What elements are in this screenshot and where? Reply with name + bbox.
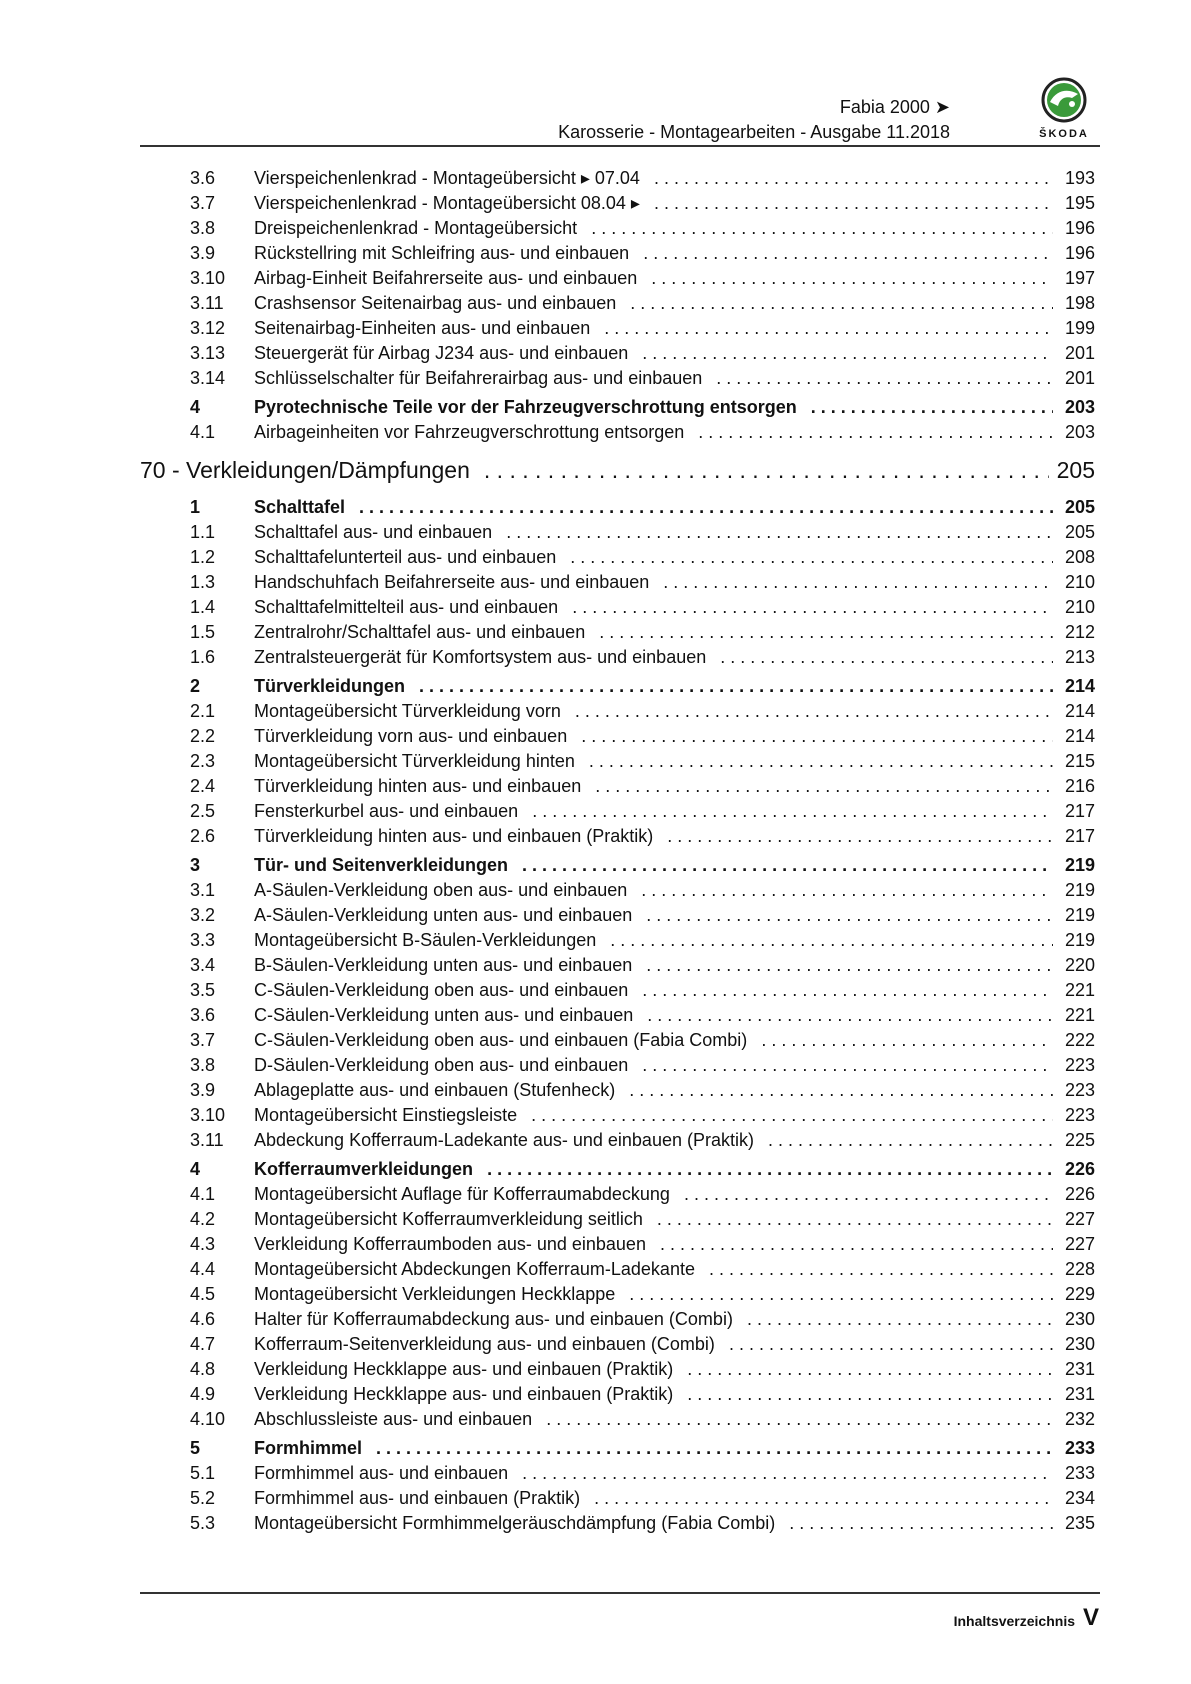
entry-title: Halter für Kofferraumabdeckung aus- und einbauen (Combi) xyxy=(254,1309,733,1329)
entry-number: 3.7 xyxy=(190,193,216,213)
entry-number: 5.2 xyxy=(190,1488,216,1508)
entry-number: 2 xyxy=(190,676,201,696)
entry-number: 3.6 xyxy=(190,168,216,188)
entry-title: Montageübersicht Einstiegsleiste xyxy=(254,1105,518,1125)
toc-entry[interactable] xyxy=(140,343,1095,368)
dot-leader xyxy=(359,497,1053,518)
dot-leader xyxy=(709,1259,1053,1280)
toc-entry[interactable] xyxy=(140,1184,1095,1209)
entry-number: 4.2 xyxy=(190,1209,216,1229)
dot-leader xyxy=(651,268,1053,289)
entry-title: Crashsensor Seitenairbag aus- und einbauen xyxy=(254,293,617,313)
dot-leader xyxy=(594,1488,1053,1509)
dot-leader xyxy=(654,193,1053,214)
entry-page: 203 xyxy=(1064,397,1095,417)
entry-page: 199 xyxy=(1064,318,1095,338)
entry-page: 217 xyxy=(1064,801,1095,821)
entry-number: 2.2 xyxy=(190,726,216,746)
entry-title: A-Säulen-Verkleidung oben aus- und einbauen xyxy=(254,880,628,900)
entry-number: 4.6 xyxy=(190,1309,216,1329)
toc-entry[interactable] xyxy=(140,1513,1095,1538)
entry-page: 203 xyxy=(1064,422,1095,442)
entry-page: 221 xyxy=(1064,980,1095,1000)
dot-leader xyxy=(522,855,1053,876)
toc-entry[interactable] xyxy=(140,701,1095,726)
toc-entry[interactable] xyxy=(140,905,1095,930)
entry-page: 221 xyxy=(1064,1005,1095,1025)
entry-title: Pyrotechnische Teile vor der Fahrzeugverschrottung entsorgen xyxy=(254,397,797,417)
entry-title: Montageübersicht Türverkleidung vorn xyxy=(254,701,561,721)
dot-leader xyxy=(716,368,1053,389)
toc-entry[interactable] xyxy=(140,597,1095,622)
toc-entry[interactable] xyxy=(140,547,1095,572)
toc-entry[interactable] xyxy=(140,1384,1095,1409)
dot-leader xyxy=(630,293,1053,314)
entry-page: 225 xyxy=(1064,1130,1095,1150)
entry-number: 3.11 xyxy=(190,293,224,313)
footer-divider xyxy=(140,1592,1100,1594)
entry-page: 230 xyxy=(1064,1309,1095,1329)
dot-leader xyxy=(604,318,1053,339)
dot-leader xyxy=(698,422,1053,443)
entry-number: 1.2 xyxy=(190,547,216,567)
toc-entry[interactable] xyxy=(140,1080,1095,1105)
entry-number: 5 xyxy=(190,1438,201,1458)
entry-number: 3.3 xyxy=(190,930,216,950)
dot-leader xyxy=(684,1184,1053,1205)
toc-entry[interactable] xyxy=(140,522,1095,547)
entry-number: 3.8 xyxy=(190,1055,216,1075)
entry-page: 231 xyxy=(1064,1359,1095,1379)
toc-chapter[interactable] xyxy=(140,397,1095,422)
entry-number: 3.11 xyxy=(190,1130,224,1150)
entry-title: Dreispeichenlenkrad - Montageübersicht xyxy=(254,218,578,238)
dot-leader xyxy=(654,168,1053,189)
entry-title: Verkleidung Kofferraumboden aus- und einbauen xyxy=(254,1234,646,1254)
toc-entry[interactable] xyxy=(140,1409,1095,1434)
entry-page: 213 xyxy=(1064,647,1095,667)
toc-entry[interactable] xyxy=(140,268,1095,293)
entry-number: 4.10 xyxy=(190,1409,226,1429)
entry-title: Montageübersicht Abdeckungen Kofferraum-Ladekante xyxy=(254,1259,695,1279)
entry-page: 214 xyxy=(1064,701,1095,721)
entry-page: 201 xyxy=(1064,343,1095,363)
dot-leader xyxy=(768,1130,1053,1151)
entry-title: D-Säulen-Verkleidung oben aus- und einbauen xyxy=(254,1055,629,1075)
entry-page: 196 xyxy=(1064,218,1095,238)
page-header xyxy=(140,90,1100,146)
entry-page: 227 xyxy=(1064,1234,1095,1254)
entry-title: C-Säulen-Verkleidung oben aus- und einbauen xyxy=(254,980,629,1000)
entry-number: 3.9 xyxy=(190,1080,216,1100)
entry-page: 210 xyxy=(1064,572,1095,592)
entry-page: 197 xyxy=(1064,268,1095,288)
toc-chapter[interactable] xyxy=(140,1159,1095,1184)
dot-leader xyxy=(487,1159,1053,1180)
entry-title: Montageübersicht B-Säulen-Verkleidungen xyxy=(254,930,597,950)
dot-leader xyxy=(687,1384,1053,1405)
entry-title: C-Säulen-Verkleidung unten aus- und einbauen xyxy=(254,1005,634,1025)
entry-number: 1.4 xyxy=(190,597,216,617)
entry-page: 217 xyxy=(1064,826,1095,846)
dot-leader xyxy=(591,218,1053,239)
entry-title: Handschuhfach Beifahrerseite aus- und einbauen xyxy=(254,572,650,592)
toc-entry[interactable] xyxy=(140,801,1095,826)
entry-number: 5.1 xyxy=(190,1463,216,1483)
entry-page: 214 xyxy=(1064,676,1095,696)
toc-chapter[interactable] xyxy=(140,497,1095,522)
toc-entry[interactable] xyxy=(140,243,1095,268)
dot-leader xyxy=(599,622,1053,643)
toc-entry[interactable] xyxy=(140,1005,1095,1030)
dot-leader xyxy=(522,1463,1053,1484)
entry-page: 231 xyxy=(1064,1384,1095,1404)
toc-entry[interactable] xyxy=(140,368,1095,393)
entry-title: Montageübersicht Verkleidungen Heckklappe xyxy=(254,1284,616,1304)
entry-page: 205 xyxy=(1064,497,1095,517)
entry-number: 1.5 xyxy=(190,622,216,642)
entry-number: 4 xyxy=(190,397,201,417)
toc-entry[interactable] xyxy=(140,1259,1095,1284)
entry-title: Airbageinheiten vor Fahrzeugverschrottung entsorgen xyxy=(254,422,685,442)
entry-number: 3.9 xyxy=(190,243,216,263)
entry-title: Schlüsselschalter für Beifahrerairbag aus- und einbauen xyxy=(254,368,703,388)
entry-page: 215 xyxy=(1064,751,1095,771)
dot-leader xyxy=(419,676,1053,697)
entry-title: Steuergerät für Airbag J234 aus- und einbauen xyxy=(254,343,629,363)
entry-title: C-Säulen-Verkleidung oben aus- und einbauen (Fabia Combi) xyxy=(254,1030,748,1050)
dot-leader xyxy=(811,397,1053,418)
entry-title: Vierspeichenlenkrad - Montageübersicht ▸ 07.04 xyxy=(254,168,640,188)
entry-page: 212 xyxy=(1064,622,1095,642)
entry-number: 3.2 xyxy=(190,905,216,925)
entry-title: Verkleidung Heckklappe aus- und einbauen (Praktik) xyxy=(254,1384,674,1404)
brand-wordmark: ŠKODA xyxy=(1039,128,1089,140)
toc-entry[interactable] xyxy=(140,1130,1095,1155)
dot-leader xyxy=(376,1438,1053,1459)
entry-page: 219 xyxy=(1064,930,1095,950)
entry-number: 3.1 xyxy=(190,880,216,900)
entry-page: 222 xyxy=(1064,1030,1095,1050)
entry-title: Abschlussleiste aus- und einbauen xyxy=(254,1409,533,1429)
dot-leader xyxy=(660,1234,1053,1255)
entry-page: 235 xyxy=(1064,1513,1095,1533)
dot-leader xyxy=(687,1359,1053,1380)
entry-number: 2.3 xyxy=(190,751,216,771)
entry-title: Formhimmel xyxy=(254,1438,363,1458)
toc-entry[interactable] xyxy=(140,1209,1095,1234)
dot-leader xyxy=(647,1005,1053,1026)
entry-page: 210 xyxy=(1064,597,1095,617)
dot-leader xyxy=(720,647,1053,668)
entry-number: 2.6 xyxy=(190,826,216,846)
skoda-logo xyxy=(1028,76,1100,140)
toc-entry[interactable] xyxy=(140,168,1095,193)
entry-page: 195 xyxy=(1064,193,1095,213)
dot-leader xyxy=(663,572,1053,593)
entry-title: Tür- und Seitenverkleidungen xyxy=(254,855,509,875)
dot-leader xyxy=(484,457,1049,484)
entry-number: 3.7 xyxy=(190,1030,216,1050)
toc-entry[interactable] xyxy=(140,318,1095,343)
skoda-logo-icon xyxy=(1028,76,1100,124)
entry-title: Ablageplatte aus- und einbauen (Stufenheck) xyxy=(254,1080,616,1100)
dot-leader xyxy=(789,1513,1053,1534)
dot-leader xyxy=(589,751,1053,772)
dot-leader xyxy=(575,701,1053,722)
entry-number: 2.4 xyxy=(190,776,216,796)
entry-number: 4.7 xyxy=(190,1334,216,1354)
toc-entry[interactable] xyxy=(140,293,1095,318)
toc-chapter[interactable] xyxy=(140,676,1095,701)
toc-entry[interactable] xyxy=(140,218,1095,243)
entry-page: 219 xyxy=(1064,855,1095,875)
entry-title: Türverkleidung hinten aus- und einbauen xyxy=(254,776,582,796)
dot-leader xyxy=(643,243,1053,264)
toc-entry[interactable] xyxy=(140,1488,1095,1513)
entry-title: Verkleidung Heckklappe aus- und einbauen (Praktik) xyxy=(254,1359,674,1379)
toc-entry[interactable] xyxy=(140,726,1095,751)
entry-number: 3.5 xyxy=(190,980,216,1000)
header-divider xyxy=(140,145,1100,147)
toc-entry[interactable] xyxy=(140,1309,1095,1334)
toc-entry[interactable] xyxy=(140,1359,1095,1384)
entry-title: Schalttafelmittelteil aus- und einbauen xyxy=(254,597,559,617)
entry-title: Schalttafelunterteil aus- und einbauen xyxy=(254,547,557,567)
dot-leader xyxy=(610,930,1053,951)
toc-entry[interactable] xyxy=(140,1334,1095,1359)
entry-title: Kofferraumverkleidungen xyxy=(254,1159,474,1179)
entry-page: 234 xyxy=(1064,1488,1095,1508)
entry-number: 3.4 xyxy=(190,955,216,975)
entry-title: Vierspeichenlenkrad - Montageübersicht 08.04 ▸ xyxy=(254,193,640,213)
entry-page: 208 xyxy=(1064,547,1095,567)
dot-leader xyxy=(506,522,1053,543)
entry-number: 4.3 xyxy=(190,1234,216,1254)
entry-title: Formhimmel aus- und einbauen (Praktik) xyxy=(254,1488,581,1508)
dot-leader xyxy=(761,1030,1053,1051)
entry-number: 1.3 xyxy=(190,572,216,592)
entry-number: 3.6 xyxy=(190,1005,216,1025)
entry-title: Montageübersicht Auflage für Kofferraumabdeckung xyxy=(254,1184,670,1204)
dot-leader xyxy=(546,1409,1053,1430)
dot-leader xyxy=(642,980,1053,1001)
header-model: Fabia 2000 ➤ xyxy=(839,97,950,117)
entry-page: 229 xyxy=(1064,1284,1095,1304)
dot-leader xyxy=(646,905,1053,926)
entry-number: 4 xyxy=(190,1159,201,1179)
entry-title: Fensterkurbel aus- und einbauen xyxy=(254,801,519,821)
entry-number: 1.1 xyxy=(190,522,216,542)
entry-number: 3.14 xyxy=(190,368,226,388)
entry-page: 226 xyxy=(1064,1159,1095,1179)
entry-title: Airbag-Einheit Beifahrerseite aus- und einbauen xyxy=(254,268,638,288)
entry-title: Montageübersicht Türverkleidung hinten xyxy=(254,751,575,771)
entry-number: 3 xyxy=(190,855,201,875)
entry-title: Seitenairbag-Einheiten aus- und einbauen xyxy=(254,318,591,338)
entry-title: A-Säulen-Verkleidung unten aus- und einbauen xyxy=(254,905,633,925)
entry-number: 1.6 xyxy=(190,647,216,667)
entry-page: 193 xyxy=(1064,168,1095,188)
dot-leader xyxy=(729,1334,1053,1355)
entry-page: 205 xyxy=(1056,457,1095,483)
toc-entry[interactable] xyxy=(140,1234,1095,1259)
entry-number: 3.10 xyxy=(190,1105,226,1125)
entry-title: 70 - Verkleidungen/Dämpfungen xyxy=(140,457,470,483)
entry-number: 4.1 xyxy=(190,1184,216,1204)
entry-page: 223 xyxy=(1064,1105,1095,1125)
footer-page-number: V xyxy=(1082,1604,1099,1631)
toc-entry[interactable] xyxy=(140,422,1095,447)
dot-leader xyxy=(657,1209,1053,1230)
entry-title: B-Säulen-Verkleidung unten aus- und einbauen xyxy=(254,955,633,975)
toc-chapter[interactable] xyxy=(140,1438,1095,1463)
entry-page: 219 xyxy=(1064,880,1095,900)
toc-entry[interactable] xyxy=(140,193,1095,218)
entry-page: 226 xyxy=(1064,1184,1095,1204)
dot-leader xyxy=(642,1055,1053,1076)
entry-page: 198 xyxy=(1064,293,1095,313)
entry-title: Montageübersicht Formhimmelgeräuschdämpfung (Fabia Combi) xyxy=(254,1513,776,1533)
entry-number: 2.5 xyxy=(190,801,216,821)
entry-number: 4.9 xyxy=(190,1384,216,1404)
toc-entry[interactable] xyxy=(140,826,1095,851)
entry-title: Türverkleidung vorn aus- und einbauen xyxy=(254,726,568,746)
entry-page: 230 xyxy=(1064,1334,1095,1354)
dot-leader xyxy=(572,597,1053,618)
entry-title: Türverkleidung hinten aus- und einbauen (Praktik) xyxy=(254,826,654,846)
entry-title: Schalttafel aus- und einbauen xyxy=(254,522,493,542)
dot-leader xyxy=(641,880,1053,901)
entry-page: 233 xyxy=(1064,1463,1095,1483)
toc-entry[interactable] xyxy=(140,980,1095,1005)
toc-entry[interactable] xyxy=(140,751,1095,776)
table-of-contents xyxy=(140,168,1095,1538)
entry-page: 228 xyxy=(1064,1259,1095,1279)
entry-page: 223 xyxy=(1064,1055,1095,1075)
toc-entry[interactable] xyxy=(140,1284,1095,1309)
entry-title: Türverkleidungen xyxy=(254,676,406,696)
dot-leader xyxy=(531,1105,1053,1126)
footer-label: Inhaltsverzeichnis xyxy=(953,1613,1075,1629)
dot-leader xyxy=(642,343,1053,364)
entry-title: Schalttafel xyxy=(254,497,346,517)
toc-entry[interactable] xyxy=(140,1463,1095,1488)
toc-part-heading[interactable] xyxy=(140,457,1095,493)
toc-entry[interactable] xyxy=(140,1105,1095,1130)
toc-entry[interactable] xyxy=(140,622,1095,647)
toc-entry[interactable] xyxy=(140,1055,1095,1080)
dot-leader xyxy=(570,547,1053,568)
dot-leader xyxy=(747,1309,1053,1330)
entry-number: 3.8 xyxy=(190,218,216,238)
entry-number: 4.4 xyxy=(190,1259,216,1279)
toc-entry[interactable] xyxy=(140,955,1095,980)
entry-number: 3.10 xyxy=(190,268,226,288)
entry-page: 223 xyxy=(1064,1080,1095,1100)
entry-number: 1 xyxy=(190,497,201,517)
entry-page: 196 xyxy=(1064,243,1095,263)
dot-leader xyxy=(667,826,1053,847)
entry-title: Formhimmel aus- und einbauen xyxy=(254,1463,509,1483)
entry-page: 201 xyxy=(1064,368,1095,388)
dot-leader xyxy=(629,1284,1053,1305)
entry-title: Rückstellring mit Schleifring aus- und einbauen xyxy=(254,243,630,263)
entry-page: 216 xyxy=(1064,776,1095,796)
dot-leader xyxy=(629,1080,1053,1101)
entry-title: Zentralsteuergerät für Komfortsystem aus- und einbauen xyxy=(254,647,707,667)
entry-page: 233 xyxy=(1064,1438,1095,1458)
toc-entry[interactable] xyxy=(140,1030,1095,1055)
entry-number: 3.13 xyxy=(190,343,226,363)
entry-title: Kofferraum-Seitenverkleidung aus- und einbauen (Combi) xyxy=(254,1334,715,1354)
dot-leader xyxy=(646,955,1053,976)
entry-number: 4.1 xyxy=(190,422,216,442)
toc-entry[interactable] xyxy=(140,930,1095,955)
entry-title: Montageübersicht Kofferraumverkleidung seitlich xyxy=(254,1209,643,1229)
entry-number: 2.1 xyxy=(190,701,216,721)
entry-page: 205 xyxy=(1064,522,1095,542)
entry-title: Zentralrohr/Schalttafel aus- und einbauen xyxy=(254,622,586,642)
entry-number: 4.8 xyxy=(190,1359,216,1379)
dot-leader xyxy=(532,801,1053,822)
entry-page: 219 xyxy=(1064,905,1095,925)
dot-leader xyxy=(595,776,1053,797)
entry-number: 3.12 xyxy=(190,318,226,338)
entry-number: 5.3 xyxy=(190,1513,216,1533)
toc-entry[interactable] xyxy=(140,647,1095,672)
toc-entry[interactable] xyxy=(140,776,1095,801)
entry-page: 214 xyxy=(1064,726,1095,746)
header-subtitle: Karosserie - Montagearbeiten - Ausgabe 11.2018 xyxy=(558,122,950,142)
toc-entry[interactable] xyxy=(140,572,1095,597)
entry-number: 4.5 xyxy=(190,1284,216,1304)
entry-page: 227 xyxy=(1064,1209,1095,1229)
toc-chapter[interactable] xyxy=(140,855,1095,880)
toc-entry[interactable] xyxy=(140,880,1095,905)
dot-leader xyxy=(581,726,1053,747)
entry-title: Abdeckung Kofferraum-Ladekante aus- und einbauen (Praktik) xyxy=(254,1130,754,1150)
entry-page: 232 xyxy=(1064,1409,1095,1429)
entry-page: 220 xyxy=(1064,955,1095,975)
